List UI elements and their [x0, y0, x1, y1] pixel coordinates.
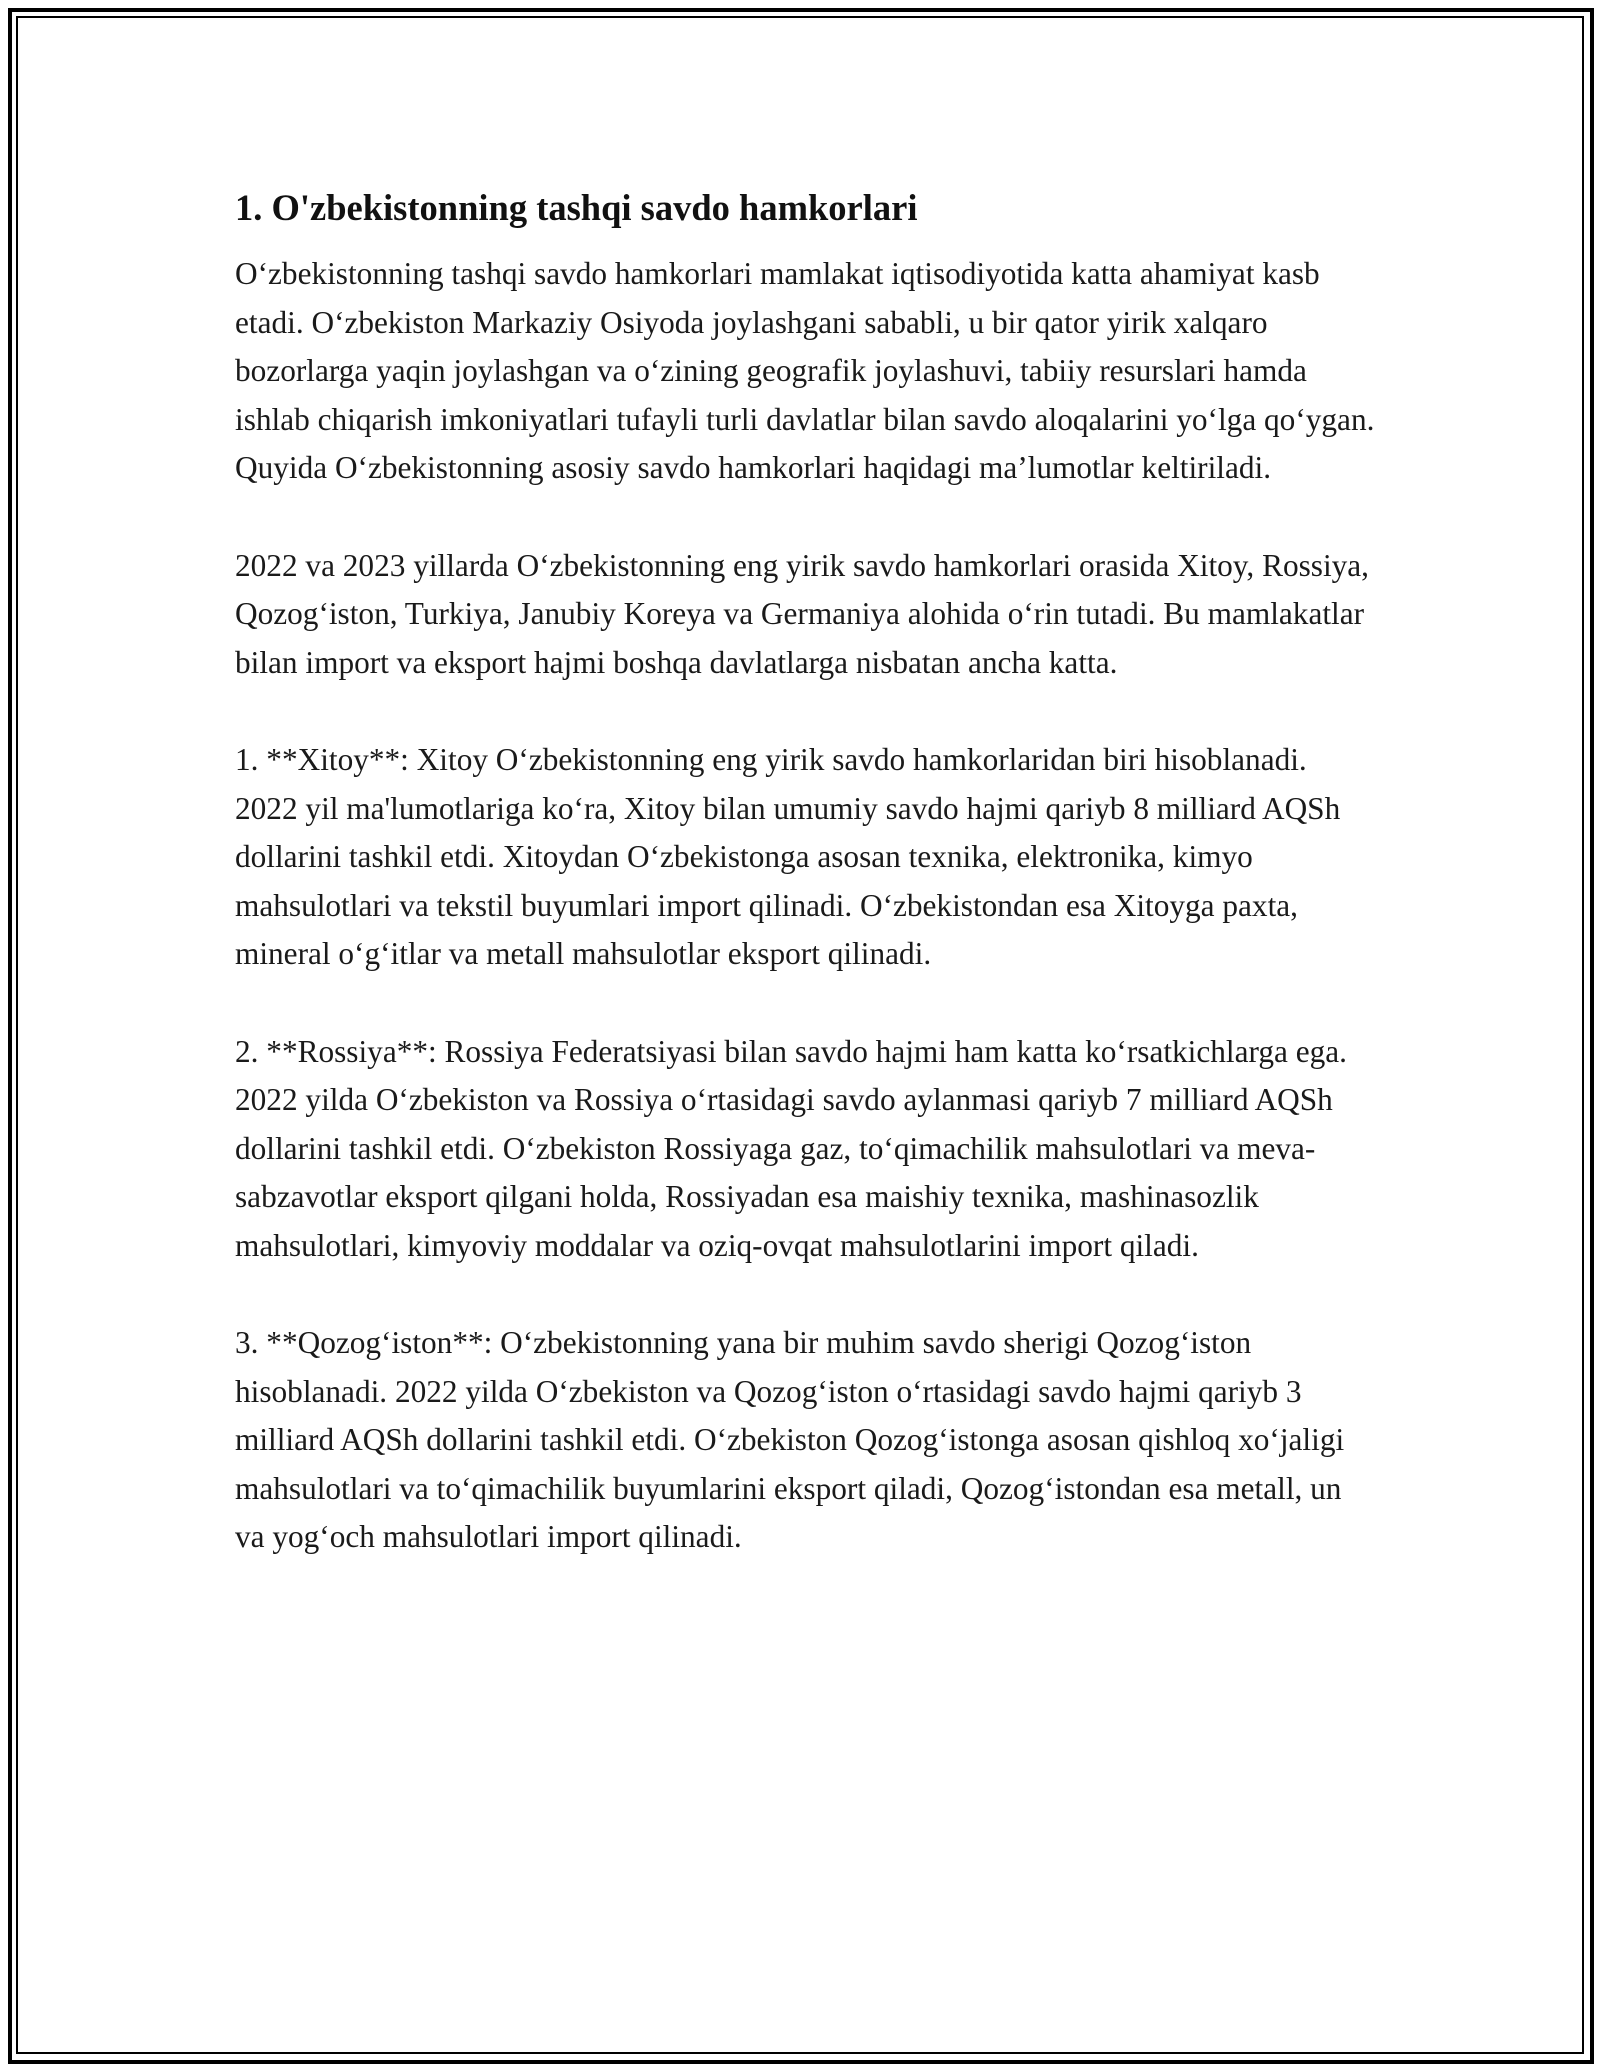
kazakhstan-paragraph: 3. **Qozog‘iston**: O‘zbekistonning yana bir muhim savdo sherigi Qozog‘iston hisoblanadi. 2022 yilda O‘zbekiston va Qozog‘iston o‘rtasidagi savdo hajmi qariyb 3 milliard AQSh dollarini tashkil etdi. O‘zbekiston Qozog‘istonga asosan qishloq xo‘jaligi mahsulotlari va to‘qimachilik buyumlarini eksport qiladi, Qozog‘istondan esa metall, un va yog‘och mahsulotlari import qilinadi. — [235, 1325, 1345, 1555]
document-body — [235, 183, 1375, 1611]
russia-paragraph: 2. **Rossiya**: Rossiya Federatsiyasi bilan savdo hajmi ham katta ko‘rsatkichlarga ega. 2022 yilda O‘zbekiston va Rossiya o‘rtasidagi savdo aylanmasi qariyb 7 milliard AQSh dollarini tashkil etdi. O‘zbekiston Rossiyaga gaz, to‘qimachilik mahsulotlari va meva-sabzavotlar eksport qilgani holda, Rossiyadan esa maishiy texnika, mashinasozlik mahsulotlari, kimyoviy moddalar va oziq-ovqat mahsulotlarini import qiladi. — [235, 1033, 1347, 1263]
china-paragraph: 1. **Xitoy**: Xitoy O‘zbekistonning eng yirik savdo hamkorlaridan biri hisoblanadi. 2022 yil ma'lumotlariga ko‘ra, Xitoy bilan umumiy savdo hajmi qariyb 8 milliard AQSh dollarini tashkil etdi. Xitoydan O‘zbekistonga asosan texnika, elektronika, kimyo mahsulotlari va tekstil buyumlari import qilinadi. O‘zbekistondan esa Xitoyga paxta, mineral o‘g‘itlar va metall mahsulotlar eksport qilinadi. — [235, 741, 1341, 972]
intro-paragraph: O‘zbekistonning tashqi savdo hamkorlari mamlakat iqtisodiyotida katta ahamiyat kasb etadi. O‘zbekiston Markaziy Osiyoda joylashgani sababli, u bir qator yirik xalqaro bozorlarga yaqin joylashgan va o‘zining geografik joylashuvi, tabiiy resurslari hamda ishlab chiqarish imkoniyatlari tufayli turli davlatlar bilan savdo aloqalarini yo‘lga qo‘ygan. Quyida O‘zbekistonning asosiy savdo hamkorlari haqidagi ma’lumotlar keltiriladi. — [235, 256, 1375, 486]
section-heading: 1. O'zbekistonning tashqi savdo hamkorlari — [235, 187, 918, 228]
partners-paragraph: 2022 va 2023 yillarda O‘zbekistonning eng yirik savdo hamkorlari orasida Xitoy, Rossiya, Qozog‘iston, Turkiya, Janubiy Koreya va Germaniya alohida o‘rin tutadi. Bu mamlakatlar bilan import va eksport hajmi boshqa davlatlarga nisbatan ancha katta. — [235, 547, 1370, 680]
